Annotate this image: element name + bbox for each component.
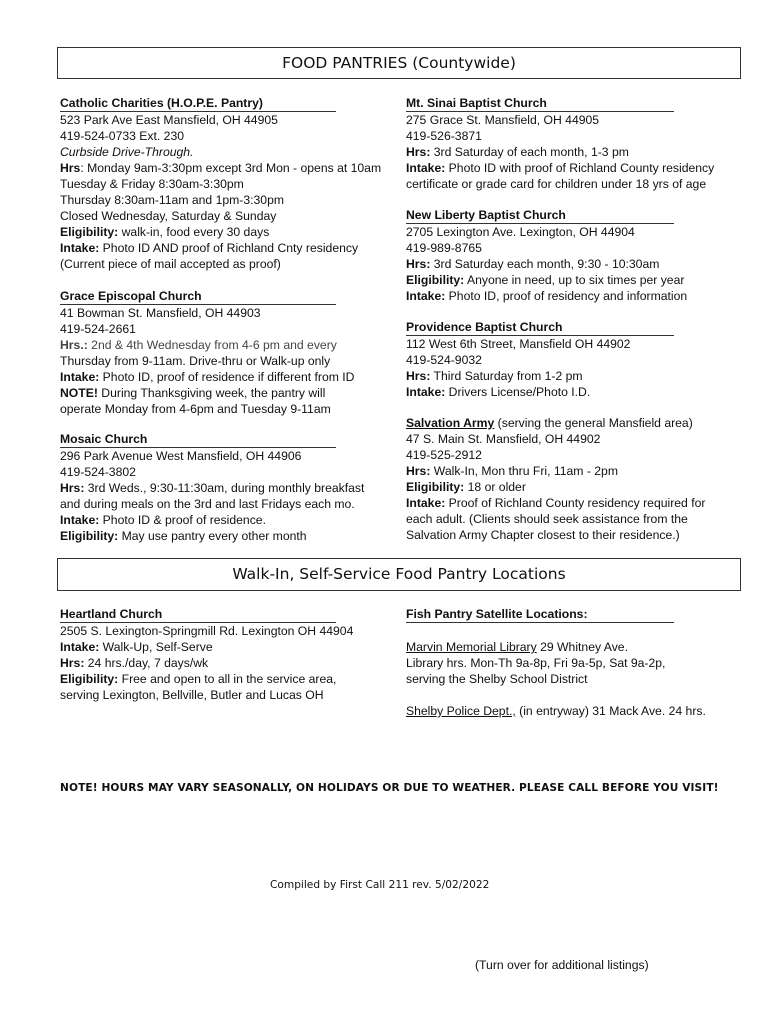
listing-hours-3: Thursday 8:30am-11am and 1pm-3:30pm: [60, 193, 285, 207]
listing-name: Mt. Sinai Baptist Church: [406, 95, 674, 112]
listing-eligibility: Free and open to all in the service area,: [118, 672, 337, 686]
listing-intake: Walk-Up, Self-Serve: [99, 640, 213, 654]
listing-intake: Photo ID, proof of residence if different from ID: [99, 370, 355, 384]
listing-salvation-army: [406, 415, 705, 543]
listing-address: 275 Grace St. Mansfield, OH 44905: [406, 113, 600, 127]
listing-new-liberty: [406, 207, 687, 304]
listing-fish-pantry: [406, 606, 706, 719]
listing-phone: 419-526-3871: [406, 129, 482, 143]
hrs-label: Hrs:: [406, 257, 431, 271]
eligibility-label: Eligibility:: [60, 225, 119, 239]
listing-hours: 24 hrs./day, 7 days/wk: [84, 656, 209, 670]
hrs-label: Hrs:: [60, 481, 85, 495]
listing-providence-baptist: [406, 319, 674, 400]
listing-address: 47 S. Main St. Mansfield, OH 44902: [406, 432, 601, 446]
listing-eligibility: Anyone in need, up to six times per year: [464, 273, 685, 287]
hrs-label: Hrs:: [406, 145, 431, 159]
eligibility-label: Eligibility:: [406, 480, 465, 494]
listing-note-2: operate Monday from 4-6pm and Tuesday 9-11am: [60, 402, 331, 416]
hrs-label: Hrs: [60, 161, 81, 175]
listing-name: Fish Pantry Satellite Locations:: [406, 606, 674, 623]
eligibility-label: Eligibility:: [406, 273, 465, 287]
listing-heartland-church: [60, 606, 353, 703]
library-name: Marvin Memorial Library: [406, 640, 537, 654]
listing-hours: 3rd Weds., 9:30-11:30am, during monthly breakfast: [84, 481, 365, 495]
listing-name: Salvation Army: [406, 416, 495, 430]
listing-name: Heartland Church: [60, 606, 336, 623]
listing-curbside: Curbside Drive-Through.: [60, 145, 194, 159]
eligibility-label: Eligibility:: [60, 529, 119, 543]
listing-hours-2: and during meals on the 3rd and last Fridays each mo.: [60, 497, 355, 511]
listing-name-suffix: (serving the general Mansfield area): [494, 416, 693, 430]
library-address: 29 Whitney Ave.: [536, 640, 628, 654]
listing-hours-2: Thursday from 9-11am. Drive-thru or Walk-up only: [60, 354, 331, 368]
section-header-food-pantries: FOOD PANTRIES (Countywide): [57, 47, 741, 79]
listing-eligibility-2: serving Lexington, Bellville, Butler and Lucas OH: [60, 688, 324, 702]
listing-address: 112 West 6th Street, Mansfield OH 44902: [406, 337, 631, 351]
intake-label: Intake:: [60, 640, 100, 654]
listing-hours-2: Tuesday & Friday 8:30am-3:30pm: [60, 177, 244, 191]
listing-hours: 3rd Saturday of each month, 1-3 pm: [430, 145, 629, 159]
listing-eligibility: walk-in, food every 30 days: [118, 225, 270, 239]
listing-intake-2: each adult. (Clients should seek assistance from the: [406, 512, 688, 526]
listing-phone: 419-989-8765: [406, 241, 482, 255]
listing-hours: Walk-In, Mon thru Fri, 11am - 2pm: [430, 464, 618, 478]
listing-eligibility: May use pantry every other month: [118, 529, 307, 543]
listing-intake-2: (Current piece of mail accepted as proof): [60, 257, 281, 271]
listing-phone: 419-524-3802: [60, 465, 136, 479]
eligibility-label: Eligibility:: [60, 672, 119, 686]
listing-intake: Photo ID, proof of residency and information: [445, 289, 688, 303]
intake-label: Intake:: [406, 385, 446, 399]
listing-intake: Photo ID with proof of Richland County residency: [445, 161, 715, 175]
listing-phone: 419-524-0733 Ext. 230: [60, 129, 184, 143]
compiled-by-footer: Compiled by First Call 211 rev. 5/02/2022: [270, 879, 490, 891]
library-hours: Library hrs. Mon-Th 9a-8p, Fri 9a-5p, Sat 9a-2p,: [406, 656, 666, 670]
listing-hours: 2nd & 4th Wednesday from 4-6 pm and every: [87, 338, 337, 352]
listing-hours: 3rd Saturday each month, 9:30 - 10:30am: [430, 257, 660, 271]
hours-warning-note: NOTE! HOURS MAY VARY SEASONALLY, ON HOLIDAYS OR DUE TO WEATHER. PLEASE CALL BEFORE YOU VISIT!: [60, 782, 719, 794]
listing-address: 296 Park Avenue West Mansfield, OH 44906: [60, 449, 302, 463]
listing-intake-2: certificate or grade card for children under 18 yrs of age: [406, 177, 707, 191]
listing-name: Grace Episcopal Church: [60, 288, 336, 305]
hrs-label: Hrs:: [406, 464, 431, 478]
listing-hours: : Monday 9am-3:30pm except 3rd Mon - opens at 10am: [80, 161, 382, 175]
listing-address: 41 Bowman St. Mansfield, OH 44903: [60, 306, 261, 320]
listing-phone: 419-524-9032: [406, 353, 482, 367]
listing-mt-sinai: [406, 95, 714, 192]
intake-label: Intake:: [406, 496, 446, 510]
section-header-walk-in: Walk-In, Self-Service Food Pantry Locations: [57, 558, 741, 591]
listing-eligibility: 18 or older: [464, 480, 526, 494]
listing-name: Mosaic Church: [60, 431, 336, 448]
listing-intake-3: Salvation Army Chapter closest to their residence.): [406, 528, 680, 542]
note-label: NOTE!: [60, 386, 98, 400]
listing-name: Providence Baptist Church: [406, 319, 674, 336]
listing-address: 2705 Lexington Ave. Lexington, OH 44904: [406, 225, 635, 239]
intake-label: Intake:: [60, 513, 100, 527]
intake-label: Intake:: [406, 289, 446, 303]
listing-phone: 419-525-2912: [406, 448, 482, 462]
listing-hours: Third Saturday from 1-2 pm: [430, 369, 583, 383]
listing-note: During Thanksgiving week, the pantry will: [97, 386, 326, 400]
listing-mosaic-church: [60, 431, 364, 544]
listing-intake: Drivers License/Photo I.D.: [445, 385, 591, 399]
intake-label: Intake:: [60, 241, 100, 255]
hrs-label: Hrs:: [60, 656, 85, 670]
police-details: (in entryway) 31 Mack Ave. 24 hrs.: [515, 704, 706, 718]
listing-intake: Proof of Richland County residency required for: [445, 496, 706, 510]
listing-address: 523 Park Ave East Mansfield, OH 44905: [60, 113, 278, 127]
hrs-label: Hrs:: [406, 369, 431, 383]
listing-intake: Photo ID AND proof of Richland Cnty residency: [99, 241, 359, 255]
intake-label: Intake:: [406, 161, 446, 175]
listing-grace-episcopal: [60, 288, 354, 417]
listing-name: Catholic Charities (H.O.P.E. Pantry): [60, 95, 336, 112]
listing-phone: 419-524-2661: [60, 322, 136, 336]
listing-name: New Liberty Baptist Church: [406, 207, 674, 224]
listing-intake: Photo ID & proof of residence.: [99, 513, 266, 527]
intake-label: Intake:: [60, 370, 100, 384]
listing-closed: Closed Wednesday, Saturday & Sunday: [60, 209, 277, 223]
police-name: Shelby Police Dept.,: [406, 704, 516, 718]
library-service-area: serving the Shelby School District: [406, 672, 588, 686]
listing-address: 2505 S. Lexington-Springmill Rd. Lexington OH 44904: [60, 624, 354, 638]
hrs-label: Hrs.:: [60, 338, 88, 352]
listing-catholic-charities: [60, 95, 381, 272]
turn-over-note: (Turn over for additional listings): [475, 958, 649, 972]
